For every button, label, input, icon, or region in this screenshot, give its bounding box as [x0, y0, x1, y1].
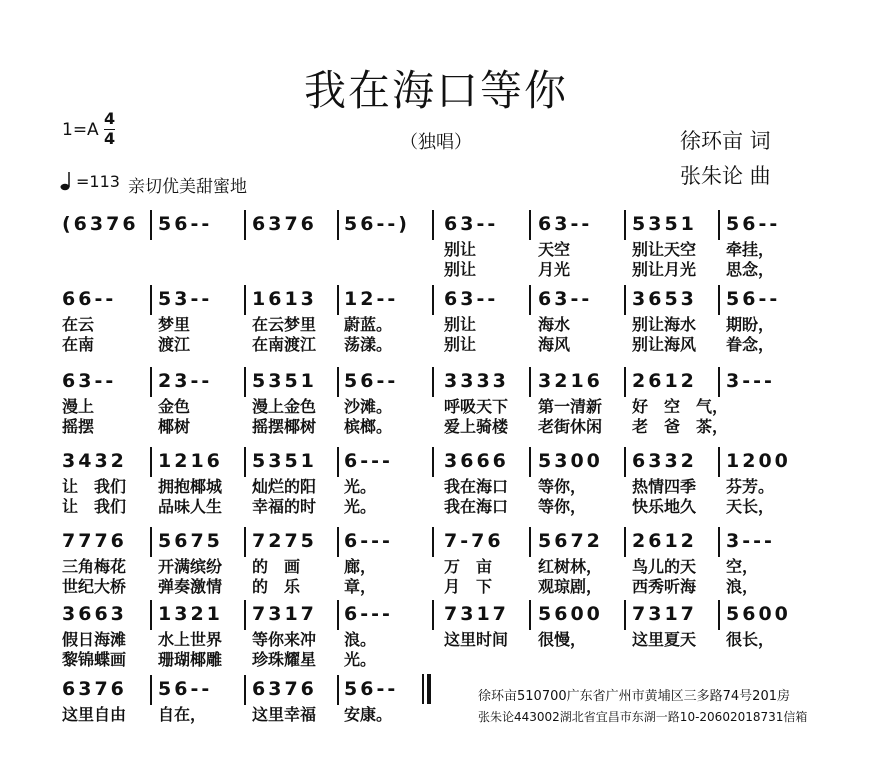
- measure-notes: (6376: [62, 213, 139, 235]
- lyric-text: 渡江: [158, 335, 191, 354]
- lyric-text: 开满缤纷: [158, 557, 223, 576]
- lyricist-contact: 徐环亩510700广东省广州市黄埔区三多路74号201房: [478, 689, 790, 704]
- bar-line: [432, 600, 434, 630]
- bar-line: [624, 527, 626, 557]
- measure-notes: 7317: [444, 603, 509, 625]
- bar-line: [432, 210, 434, 240]
- bar-line: [150, 675, 152, 705]
- lyric-text: 三角梅花: [62, 557, 127, 576]
- lyric-text: 热情四季: [632, 477, 697, 496]
- lyric-text: 弹奏激情: [158, 577, 223, 596]
- lyric-text: 思念，: [726, 260, 775, 279]
- lyric-text: 眷念，: [726, 335, 775, 354]
- bar-line: [244, 447, 246, 477]
- lyric-text: 珍珠耀星: [252, 650, 317, 669]
- bar-line: [150, 600, 152, 630]
- measure-notes: 6376: [62, 678, 127, 700]
- lyric-text: 老街休闲: [538, 417, 603, 436]
- lyric-text: 章，: [344, 577, 377, 596]
- bar-line: [244, 210, 246, 240]
- lyric-text: 牵挂，: [726, 240, 775, 259]
- measure-notes: 3666: [444, 450, 509, 472]
- lyric-text: 呼吸天下: [444, 397, 509, 416]
- measure-notes: 1200: [726, 450, 791, 472]
- time-signature-top: 4: [104, 109, 116, 128]
- measure-notes: 56--: [158, 678, 213, 700]
- lyric-text: 灿烂的阳: [252, 477, 317, 496]
- lyric-text: 鸟儿的天: [632, 557, 697, 576]
- lyric-text: 幸福的时: [252, 497, 317, 516]
- lyric-text: 水上世界: [158, 630, 223, 649]
- measure-notes: 6332: [632, 450, 697, 472]
- measure-notes: 6---: [344, 450, 393, 472]
- lyric-text: 光。: [344, 497, 377, 516]
- measure-notes: 56--: [344, 370, 399, 392]
- lyric-text: 在南渡江: [252, 335, 317, 354]
- measure-notes: 12--: [344, 288, 399, 310]
- measure-notes: 6376: [252, 678, 317, 700]
- bar-line: [150, 210, 152, 240]
- bar-line: [529, 285, 531, 315]
- lyric-text: 在云梦里: [252, 315, 317, 334]
- bar-line: [337, 285, 339, 315]
- measure-notes: 5600: [538, 603, 603, 625]
- lyric-text: 别让: [444, 335, 477, 354]
- lyric-text: 漫上: [62, 397, 95, 416]
- measure-notes: 2612: [632, 530, 697, 552]
- page-title: 我在海口等你: [303, 66, 568, 115]
- measure-notes: 5351: [252, 370, 317, 392]
- measure-notes: 56--: [158, 213, 213, 235]
- lyric-text: 安康。: [344, 705, 393, 724]
- lyric-text: 的 画: [252, 557, 301, 576]
- lyric-text: 让 我们: [62, 477, 127, 496]
- bar-line: [244, 367, 246, 397]
- measure-notes: 5600: [726, 603, 791, 625]
- lyric-text: 别让海风: [632, 335, 697, 354]
- bar-line: [244, 285, 246, 315]
- lyric-text: 期盼，: [726, 315, 775, 334]
- lyric-text: 空，: [726, 557, 759, 576]
- bar-line: [337, 367, 339, 397]
- lyric-text: 观琼剧，: [538, 577, 603, 596]
- lyric-text: 这里时间: [444, 630, 509, 649]
- lyric-text: 我在海口: [444, 477, 509, 496]
- tempo-bpm: =113: [76, 172, 120, 191]
- measure-notes: 3216: [538, 370, 603, 392]
- bar-line: [718, 447, 720, 477]
- time-signature-bottom: 4: [104, 129, 116, 148]
- final-bar-line: [422, 674, 424, 704]
- performance-mode: （独唱）: [400, 132, 472, 153]
- lyricist-credit: 徐环亩 词: [680, 129, 771, 153]
- lyric-text: 别让: [444, 260, 477, 279]
- bar-line: [624, 447, 626, 477]
- lyric-text: 等你，: [538, 497, 587, 516]
- measure-notes: 3---: [726, 370, 775, 392]
- lyric-text: 我在海口: [444, 497, 509, 516]
- lyric-text: 梦里: [158, 315, 191, 334]
- measure-notes: 56--): [344, 213, 410, 235]
- bar-line: [624, 285, 626, 315]
- quarter-note-icon: [60, 170, 76, 192]
- measure-notes: 1613: [252, 288, 317, 310]
- lyric-text: 天空: [538, 240, 571, 259]
- measure-notes: 7275: [252, 530, 317, 552]
- bar-line: [432, 367, 434, 397]
- lyric-text: 光。: [344, 650, 377, 669]
- bar-line: [529, 527, 531, 557]
- bar-line: [718, 527, 720, 557]
- lyric-text: 蔚蓝。: [344, 315, 393, 334]
- bar-line: [432, 527, 434, 557]
- bar-line: [337, 527, 339, 557]
- measure-notes: 63--: [538, 288, 593, 310]
- measure-notes: 1321: [158, 603, 223, 625]
- measure-notes: 5351: [632, 213, 697, 235]
- lyric-text: 天长，: [726, 497, 775, 516]
- bar-line: [337, 675, 339, 705]
- bar-line: [529, 210, 531, 240]
- lyric-text: 别让海水: [632, 315, 697, 334]
- bar-line: [244, 600, 246, 630]
- measure-notes: 66--: [62, 288, 117, 310]
- measure-notes: 53--: [158, 288, 213, 310]
- measure-notes: 2612: [632, 370, 697, 392]
- measure-notes: 6---: [344, 530, 393, 552]
- lyric-text: 别让: [444, 240, 477, 259]
- bar-line: [718, 367, 720, 397]
- bar-line: [718, 600, 720, 630]
- measure-notes: 5300: [538, 450, 603, 472]
- lyric-text: 月光: [538, 260, 571, 279]
- measure-notes: 23--: [158, 370, 213, 392]
- lyric-text: 别让月光: [632, 260, 697, 279]
- lyric-text: 摇摆: [62, 417, 95, 436]
- lyric-text: 很长，: [726, 630, 775, 649]
- lyric-text: 这里自由: [62, 705, 127, 724]
- lyric-text: 很慢，: [538, 630, 587, 649]
- measure-notes: 5672: [538, 530, 603, 552]
- bar-line: [624, 367, 626, 397]
- bar-line: [150, 527, 152, 557]
- measure-notes: 1216: [158, 450, 223, 472]
- lyric-text: 红树林，: [538, 557, 603, 576]
- bar-line: [529, 447, 531, 477]
- key-signature: 1=A: [62, 120, 99, 140]
- measure-notes: 56--: [726, 213, 781, 235]
- lyric-text: 椰树: [158, 417, 191, 436]
- measure-notes: 63--: [444, 213, 499, 235]
- lyric-text: 黎锦蝶画: [62, 650, 127, 669]
- bar-line: [244, 527, 246, 557]
- bar-line: [150, 285, 152, 315]
- bar-line: [432, 285, 434, 315]
- lyric-text: 别让天空: [632, 240, 697, 259]
- bar-line: [624, 210, 626, 240]
- bar-line: [150, 367, 152, 397]
- lyric-text: 世纪大桥: [62, 577, 127, 596]
- measure-notes: 63--: [62, 370, 117, 392]
- measure-notes: 56--: [726, 288, 781, 310]
- lyric-text: 珊瑚椰雕: [158, 650, 223, 669]
- lyric-text: 自在，: [158, 705, 207, 724]
- measure-notes: 7-76: [444, 530, 504, 552]
- lyric-text: 在南: [62, 335, 95, 354]
- lyric-text: 西秀听海: [632, 577, 697, 596]
- bar-line: [244, 675, 246, 705]
- lyric-text: 拥抱椰城: [158, 477, 223, 496]
- measure-notes: 7317: [252, 603, 317, 625]
- measure-notes: 6---: [344, 603, 393, 625]
- bar-line: [337, 447, 339, 477]
- measure-notes: 6376: [252, 213, 317, 235]
- measure-notes: 3---: [726, 530, 775, 552]
- bar-line: [529, 600, 531, 630]
- composer-credit: 张朱论 曲: [680, 164, 771, 188]
- lyric-text: 沙滩。: [344, 397, 393, 416]
- measure-notes: 63--: [538, 213, 593, 235]
- lyric-text: 槟榔。: [344, 417, 393, 436]
- expression-marking: 亲切优美甜蜜地: [128, 177, 247, 197]
- measure-notes: 7317: [632, 603, 697, 625]
- bar-line: [624, 600, 626, 630]
- lyric-text: 等你，: [538, 477, 587, 496]
- measure-notes: 56--: [344, 678, 399, 700]
- lyric-text: 第一清新: [538, 397, 603, 416]
- measure-notes: 3663: [62, 603, 127, 625]
- bar-line: [150, 447, 152, 477]
- bar-line: [337, 210, 339, 240]
- lyric-text: 芬芳。: [726, 477, 775, 496]
- composer-contact: 张朱论443002湖北省宜昌市东湖一路10-20602018731信箱: [478, 710, 808, 724]
- lyric-text: 快乐地久: [632, 497, 697, 516]
- measure-notes: 5351: [252, 450, 317, 472]
- measure-notes: 63--: [444, 288, 499, 310]
- lyric-text: 漫上金色: [252, 397, 317, 416]
- lyric-text: 让 我们: [62, 497, 127, 516]
- lyric-text: 的 乐: [252, 577, 301, 596]
- lyric-text: 品味人生: [158, 497, 223, 516]
- lyric-text: 这里幸福: [252, 705, 317, 724]
- lyric-text: 海风: [538, 335, 571, 354]
- lyric-text: 金色: [158, 397, 191, 416]
- lyric-text: 万 亩: [444, 557, 493, 576]
- lyric-text: 假日海滩: [62, 630, 127, 649]
- measure-notes: 5675: [158, 530, 223, 552]
- lyric-text: 浪，: [726, 577, 759, 596]
- lyric-text: 浪。: [344, 630, 377, 649]
- bar-line: [718, 210, 720, 240]
- lyric-text: 好 空 气，: [632, 397, 729, 416]
- lyric-text: 等你来冲: [252, 630, 317, 649]
- measure-notes: 3432: [62, 450, 127, 472]
- lyric-text: 海水: [538, 315, 571, 334]
- measure-notes: 7776: [62, 530, 127, 552]
- lyric-text: 别让: [444, 315, 477, 334]
- bar-line: [529, 367, 531, 397]
- lyric-text: 荡漾。: [344, 335, 393, 354]
- lyric-text: 在云: [62, 315, 95, 334]
- bar-line: [718, 285, 720, 315]
- bar-line: [337, 600, 339, 630]
- lyric-text: 月 下: [444, 577, 493, 596]
- lyric-text: 光。: [344, 477, 377, 496]
- bar-line: [432, 447, 434, 477]
- lyric-text: 爱上骑楼: [444, 417, 509, 436]
- lyric-text: 摇摆椰树: [252, 417, 317, 436]
- lyric-text: 这里夏天: [632, 630, 697, 649]
- lyric-text: 老 爸 茶，: [632, 417, 729, 436]
- measure-notes: 3333: [444, 370, 509, 392]
- final-bar-thick: [427, 674, 431, 704]
- measure-notes: 3653: [632, 288, 697, 310]
- lyric-text: 廊，: [344, 557, 377, 576]
